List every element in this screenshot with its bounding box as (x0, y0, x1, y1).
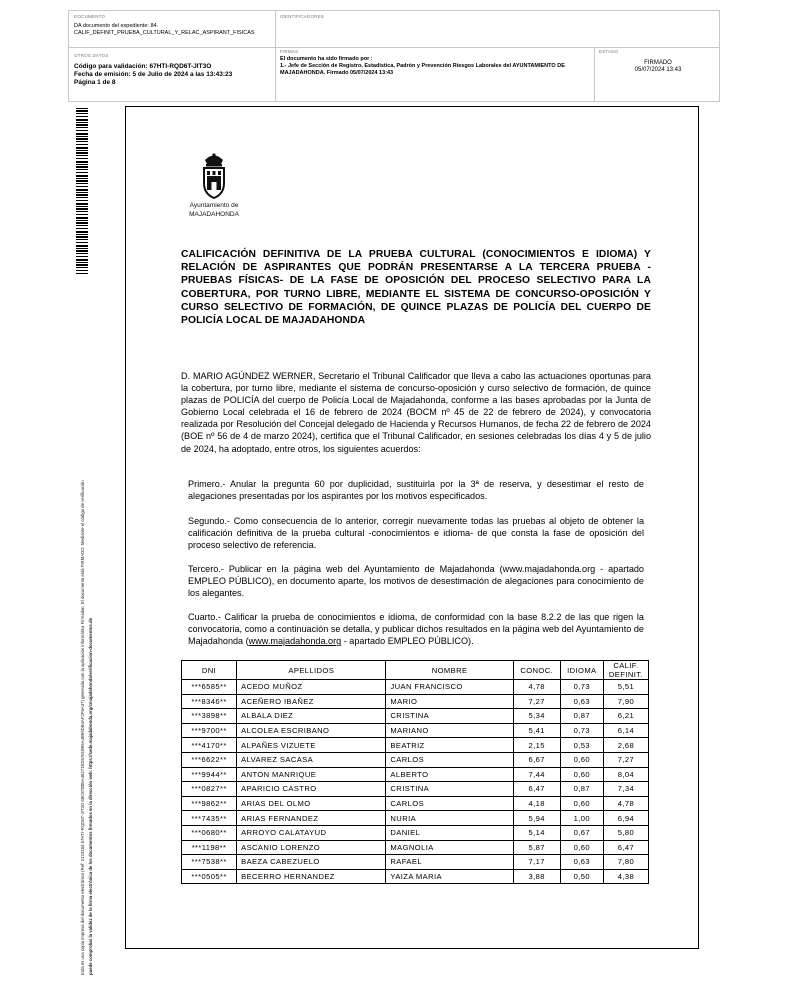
firmas-text: 1.- Jefe de Sección de Registro, Estadística, Padrón y Prevención Riesgos Laborales del AYUNTAMIENTO DE MAJADAHONDA. Firmado 05/07/2024 13:43 (280, 63, 565, 76)
cell-nombre: ALBERTO (386, 767, 513, 782)
document-header (68, 10, 720, 102)
page-count: Página 1 de 8 (74, 79, 116, 86)
cell-dni: ***8346** (182, 694, 237, 709)
verification-note-line2: puede comprobar la validez de la firma electrónica de los documentos firmados en la dirección web: https://sede.majadahonda.org/cmajadahonda/verificacion-documentos.do (88, 617, 93, 975)
cell-calif: 6,14 (603, 723, 648, 738)
cell-nombre: CARLOS (386, 796, 513, 811)
estado-label: ESTADO (599, 49, 619, 54)
cell-dni: ***1198** (182, 840, 237, 855)
table-row (182, 782, 649, 797)
logo-line-2: MAJADAHONDA (189, 211, 239, 218)
cell-conoc: 5,34 (513, 709, 560, 724)
table-row (182, 840, 649, 855)
cell-idioma: 0,67 (560, 825, 603, 840)
cell-apellidos: ANTON MANRIQUE (237, 767, 386, 782)
cell-dni: ***9700** (182, 723, 237, 738)
otros-datos-label: OTROS DATOS (74, 53, 109, 58)
cell-calif: 2,68 (603, 738, 648, 753)
col-idioma: IDIOMA (560, 661, 603, 680)
cell-idioma: 0,63 (560, 694, 603, 709)
cell-apellidos: ARROYO CALATAYUD (237, 825, 386, 840)
cell-apellidos: ALVAREZ SACASA (237, 752, 386, 767)
cell-idioma: 0,87 (560, 709, 603, 724)
cell-calif: 4,78 (603, 796, 648, 811)
verification-note-line1: Esta es una copia impresa del documento electrónico (Ref: 2123184 67HTI-RQD6T-JIT3O 68C87B05A46271ED5781B96A4B59DB4AF2F6A37) generada con la aplicación informática Firmadoc. El documento está FIRMADO. Mediante el código de verificación (80, 480, 85, 975)
col-apellidos: APELLIDOS (237, 661, 386, 680)
documento-cell (74, 14, 270, 37)
cell-dni: ***9944** (182, 767, 237, 782)
cell-conoc: 5,41 (513, 723, 560, 738)
calif-line-2: DEFINIT. (608, 670, 643, 679)
cell-idioma: 0,50 (560, 869, 603, 884)
cell-apellidos: ALCOLEA ESCRIBANO (237, 723, 386, 738)
cell-idioma: 0,60 (560, 752, 603, 767)
table-row (182, 869, 649, 884)
col-conoc: CONOC. (513, 661, 560, 680)
cell-conoc: 4,18 (513, 796, 560, 811)
cell-idioma: 0,53 (560, 738, 603, 753)
table-row (182, 796, 649, 811)
cell-conoc: 7,17 (513, 855, 560, 870)
cell-dni: ***0505** (182, 869, 237, 884)
cell-calif: 7,80 (603, 855, 648, 870)
cell-calif: 7,90 (603, 694, 648, 709)
cell-apellidos: ALPAÑES VIZUETE (237, 738, 386, 753)
cell-nombre: MARIANO (386, 723, 513, 738)
identificadores-cell (280, 14, 580, 19)
cell-calif: 7,27 (603, 752, 648, 767)
acuerdo-tercero: Tercero.- Publicar en la página web del Ayuntamiento de Majadahonda (www.majadahonda.org - apartado EMPLEO PÚBLICO), en documento aparte, los motivos de desestimación de alegaciones para conocimiento de los alegantes. (188, 564, 644, 599)
table-row (182, 738, 649, 753)
cell-conoc: 5,87 (513, 840, 560, 855)
estado-value: FIRMADO (644, 60, 672, 66)
cell-conoc: 6,67 (513, 752, 560, 767)
table-row (182, 811, 649, 826)
ayuntamiento-logo (183, 152, 245, 222)
cell-calif: 4,38 (603, 869, 648, 884)
cell-nombre: CRISTINA (386, 782, 513, 797)
cell-apellidos: ASCANIO LORENZO (237, 840, 386, 855)
cell-conoc: 6,47 (513, 782, 560, 797)
cell-dni: ***6622** (182, 752, 237, 767)
firmas-label: FIRMAS (280, 49, 299, 54)
cell-dni: ***0680** (182, 825, 237, 840)
majadahonda-link[interactable]: www.majadahonda.org (248, 636, 342, 647)
barcode-image (76, 108, 88, 274)
emission-date: Fecha de emisión: 5 de Julio de 2024 a las 13:43:23 (74, 71, 233, 78)
documento-value: DA documento del expediente: 84. CALIF_DEFINIT_PRUEBA_CULTURAL_Y_RELAC_ASPIRANT_FISICAS (74, 23, 255, 36)
table-row (182, 752, 649, 767)
cell-idioma: 1,00 (560, 811, 603, 826)
cell-idioma: 0,73 (560, 680, 603, 695)
identificadores-label: IDENTIFICADORES (280, 14, 325, 19)
cell-calif: 6,94 (603, 811, 648, 826)
col-nombre: NOMBRE (386, 661, 513, 680)
cell-nombre: DANIEL (386, 825, 513, 840)
cell-apellidos: BAEZA CABEZUELO (237, 855, 386, 870)
coat-of-arms-icon (199, 152, 229, 200)
cell-dni: ***0827** (182, 782, 237, 797)
table-row (182, 709, 649, 724)
cell-apellidos: BECERRO HERNANDEZ (237, 869, 386, 884)
cell-idioma: 0,73 (560, 723, 603, 738)
table-row (182, 680, 649, 695)
cell-idioma: 0,60 (560, 767, 603, 782)
document-title: CALIFICACIÓN DEFINITIVA DE LA PRUEBA CULTURAL (CONOCIMIENTOS E IDIOMA) Y RELACIÓN DE ASPIRANTES QUE PODRÁN PRESENTARSE A LA TERCERA PRUEBA - PRUEBAS FÍSICAS- DE LA FASE DE OPOSICIÓN DEL PROCESO SELECTIVO PARA LA COBERTURA, POR TURNO LIBRE, MEDIANTE EL SISTEMA DE CONCURSO-OPOSICIÓN Y CURSO SELECTIVO DE FORMACIÓN, DE QUINCE PLAZAS DE POLICÍA DEL CUERPO DE POLICÍA LOCAL DE MAJADAHONDA (181, 249, 651, 327)
acuerdo-primero: Primero.- Anular la pregunta 60 por duplicidad, sustituirla por la 3ª de reserva, y desestimar el resto de alegaciones presentadas por los aspirantes por los motivos especificados. (188, 479, 644, 502)
cell-conoc: 7,27 (513, 694, 560, 709)
cuarto-text-end: - apartado EMPLEO PÚBLICO). (341, 636, 474, 647)
cell-nombre: CARLOS (386, 752, 513, 767)
table-row (182, 855, 649, 870)
results-table (181, 660, 649, 884)
cell-calif: 5,80 (603, 825, 648, 840)
cell-conoc: 3,88 (513, 869, 560, 884)
cell-nombre: JUAN FRANCISCO (386, 680, 513, 695)
cell-nombre: BEATRIZ (386, 738, 513, 753)
cell-dni: ***3898** (182, 709, 237, 724)
logo-line-1: Ayuntamiento de (189, 202, 239, 209)
cell-dni: ***6585** (182, 680, 237, 695)
cell-calif: 6,47 (603, 840, 648, 855)
cell-dni: ***7435** (182, 811, 237, 826)
cell-apellidos: ARIAS FERNANDEZ (237, 811, 386, 826)
estado-date: 05/07/2024 13:43 (634, 67, 682, 73)
table-row (182, 825, 649, 840)
cell-apellidos: ACEDO MUÑOZ (237, 680, 386, 695)
col-dni: DNI (182, 661, 237, 680)
cell-apellidos: ACEÑERO IBAÑEZ (237, 694, 386, 709)
firmas-cell (280, 49, 585, 77)
cell-calif: 5,51 (603, 680, 648, 695)
cell-calif: 8,04 (603, 767, 648, 782)
otros-datos-cell (74, 53, 270, 87)
cell-idioma: 0,63 (560, 855, 603, 870)
cell-calif: 7,34 (603, 782, 648, 797)
cell-idioma: 0,87 (560, 782, 603, 797)
table-header-row (182, 661, 649, 680)
cell-calif: 6,21 (603, 709, 648, 724)
cell-nombre: MARIO (386, 694, 513, 709)
cell-conoc: 7,44 (513, 767, 560, 782)
cell-nombre: RAFAEL (386, 855, 513, 870)
cell-nombre: YAIZA MARIA (386, 869, 513, 884)
estado-cell (599, 49, 717, 74)
acuerdo-cuarto (188, 611, 644, 647)
cell-conoc: 4,78 (513, 680, 560, 695)
cell-idioma: 0,60 (560, 840, 603, 855)
cell-dni: ***4170** (182, 738, 237, 753)
cuarto-text-start: Cuarto.- Calificar la prueba de conocimientos e idioma, de conformidad con la base 8.2.2 de las que rigen la convocatoria, como a continuación se detalla, y publicar dichos resultados en la página web del Ayuntamiento de Majadahonda ( (188, 612, 644, 647)
validation-code[interactable]: Código para validación: 67HTI-RQD6T-JIT3O (74, 63, 212, 70)
intro-paragraph: D. MARIO AGÚNDEZ WERNER, Secretario el Tribunal Calificador que lleva a cabo las actuaciones oportunas para la cobertura, por turno libre, mediante el sistema de concurso-oposición y curso selectivo de formación, de quince plazas de POLICÍA del cuerpo de Policía Local de Majadahonda, conforme a las bases aprobadas por la Junta de Gobierno Local celebrada el 16 de febrero de 2024 (BOCM nº 45 de 22 de febrero de 2024), y convocatoria realizada por Resolución del Concejal delegado de Hacienda y Recursos Humanos, de fecha 22 de febrero de 2024 (BOE nº 56 de 4 de marzo 2024), certifica que el Tribunal Calificador, en sesiones celebradas los días 4 y 5 de julio de 2024, ha adoptado, entre otros, los siguientes acuerdos: (181, 371, 651, 454)
cell-nombre: NURIA (386, 811, 513, 826)
cell-nombre: CRISTINA (386, 709, 513, 724)
cell-conoc: 2,15 (513, 738, 560, 753)
table-row (182, 694, 649, 709)
documento-label: DOCUMENTO (74, 14, 106, 19)
calif-line-1: CALIF. (613, 661, 639, 670)
table-row (182, 723, 649, 738)
cell-dni: ***7538** (182, 855, 237, 870)
cell-conoc: 5,14 (513, 825, 560, 840)
cell-dni: ***9862** (182, 796, 237, 811)
acuerdo-segundo: Segundo.- Como consecuencia de lo anterior, corregir nuevamente todas las pruebas al objeto de obtener la calificación definitiva de la prueba cultural -conocimientos e idioma- de que consta la fase de oposición del proceso selectivo de referencia. (188, 516, 644, 551)
cell-apellidos: ARIAS DEL OLMO (237, 796, 386, 811)
cell-idioma: 0,60 (560, 796, 603, 811)
cell-conoc: 5,94 (513, 811, 560, 826)
table-row (182, 767, 649, 782)
cell-apellidos: ALBALA DIEZ (237, 709, 386, 724)
col-calif (603, 661, 648, 680)
firmas-intro: El documento ha sido firmado por : (280, 56, 373, 62)
cell-apellidos: APARICIO CASTRO (237, 782, 386, 797)
cell-nombre: MAGNOLIA (386, 840, 513, 855)
